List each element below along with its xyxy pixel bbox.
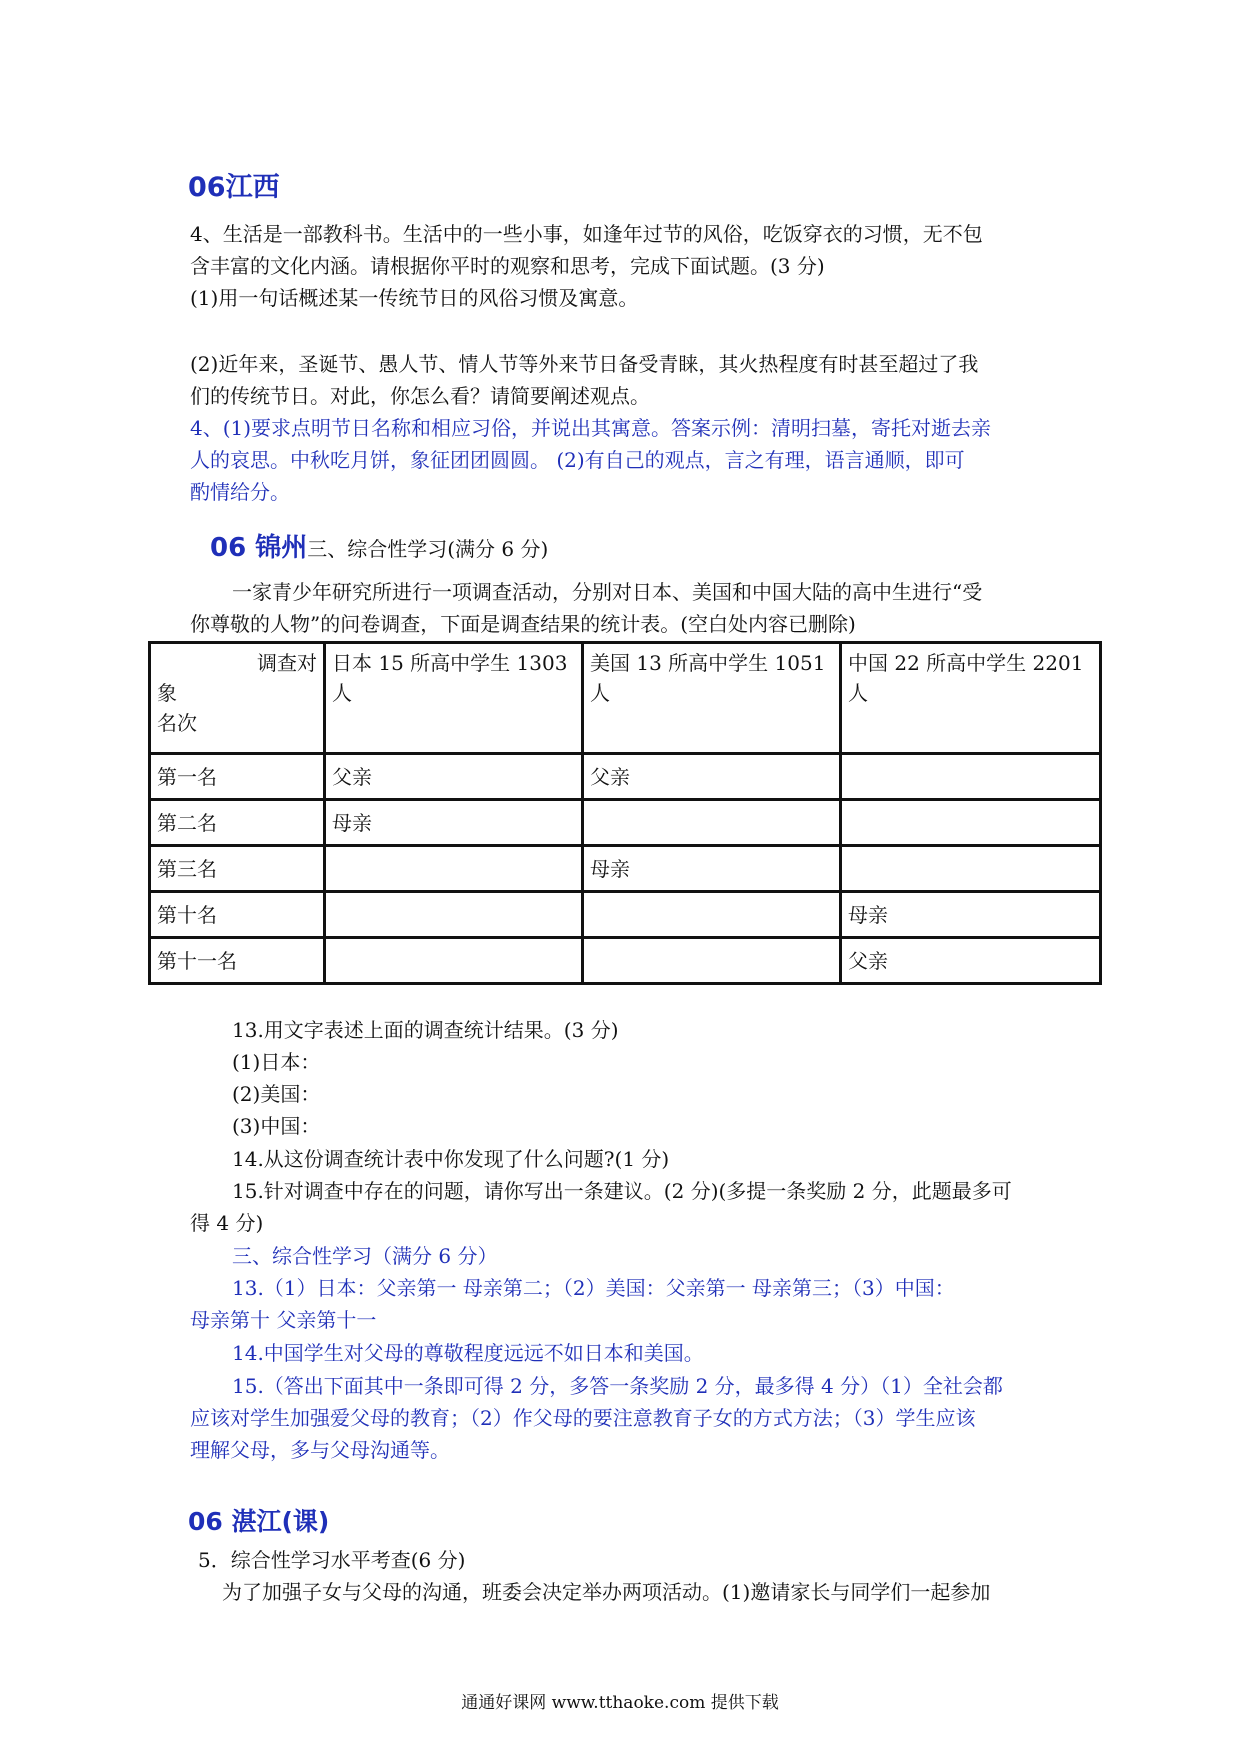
section-header-jiangxi: 06江西 — [188, 172, 280, 203]
answer15-line2: 应该对学生加强爱父母的教育；（2）作父母的要注意教育子女的方式方法；（3）学生应该 — [190, 1406, 976, 1430]
q4-sub2-line1: (2)近年来，圣诞节、愚人节、情人节等外来节日备受青睐，其火热程度有时甚至超过了我 — [190, 352, 979, 376]
rank-cell: 第一名 — [150, 754, 325, 800]
answer14: 14.中国学生对父母的尊敬程度远远不如日本和美国。 — [232, 1341, 704, 1365]
table-row — [150, 892, 1101, 938]
q5-title: 5．综合性学习水平考查(6 分) — [198, 1548, 466, 1572]
table-header-row — [150, 643, 1101, 754]
usa-cell — [583, 892, 841, 938]
rank-cell: 第二名 — [150, 800, 325, 846]
japan-cell — [325, 938, 583, 984]
q15-line1: 15.针对调查中存在的问题，请你写出一条建议。(2 分)(多提一条奖励 2 分，此题最多可 — [232, 1179, 1012, 1203]
usa-cell — [583, 938, 841, 984]
q13-japan: (1)日本： — [232, 1050, 321, 1074]
q4-sub1: (1)用一句话概述某一传统节日的风俗习惯及寓意。 — [190, 286, 639, 310]
china-cell — [841, 754, 1101, 800]
jinzhou-title: 三、综合性学习(满分 6 分) — [307, 537, 549, 561]
china-cell: 父亲 — [841, 938, 1101, 984]
section-header-jinzhou: 06 锦州 — [210, 533, 308, 563]
q15-line2: 得 4 分) — [190, 1211, 264, 1235]
column-header-usa: 美国 13 所高中学生 1051 人 — [583, 643, 841, 754]
survey-table — [148, 641, 1102, 985]
answer15-line3: 理解父母，多与父母沟通等。 — [190, 1438, 450, 1462]
q4-line1: 4、生活是一部教科书。生活中的一些小事，如逢年过节的风俗，吃饭穿衣的习惯，无不包 — [190, 222, 983, 246]
page-footer: 通通好课网 www.tthaoke.com 提供下载 — [461, 1693, 779, 1713]
china-cell — [841, 846, 1101, 892]
answer-title: 三、综合性学习（满分 6 分） — [232, 1244, 498, 1268]
jinzhou-intro-line1: 一家青少年研究所进行一项调查活动，分别对日本、美国和中国大陆的高中生进行“受 — [232, 580, 983, 604]
q13-china: (3)中国： — [232, 1114, 321, 1138]
q4-answer-line3: 酌情给分。 — [190, 480, 290, 504]
usa-cell: 母亲 — [583, 846, 841, 892]
column-header-japan: 日本 15 所高中学生 1303 人 — [325, 643, 583, 754]
q5-text: 为了加强子女与父母的沟通，班委会决定举办两项活动。(1)邀请家长与同学们一起参加 — [222, 1580, 991, 1604]
q4-sub2-line2: 们的传统节日。对此，你怎么看？请简要阐述观点。 — [190, 384, 650, 408]
japan-cell: 母亲 — [325, 800, 583, 846]
table-row — [150, 754, 1101, 800]
answer13-line1: 13.（1）日本：父亲第一 母亲第二；（2）美国：父亲第一 母亲第三；（3）中国： — [232, 1276, 955, 1300]
japan-cell: 父亲 — [325, 754, 583, 800]
q4-answer-line2: 人的哀思。中秋吃月饼，象征团团圆圆。 (2)有自己的观点，言之有理，语言通顺，即可 — [190, 448, 965, 472]
table-row — [150, 938, 1101, 984]
china-cell: 母亲 — [841, 892, 1101, 938]
china-cell — [841, 800, 1101, 846]
rank-cell: 第十名 — [150, 892, 325, 938]
answer13-line2: 母亲第十 父亲第十一 — [190, 1308, 377, 1332]
q14: 14.从这份调查统计表中你发现了什么问题?(1 分) — [232, 1147, 670, 1171]
japan-cell — [325, 846, 583, 892]
table-row — [150, 800, 1101, 846]
answer15-line1: 15.（答出下面其中一条即可得 2 分，多答一条奖励 2 分，最多得 4 分）（1）全社会都 — [232, 1374, 1003, 1398]
corner-top-label: 调查对 — [257, 651, 317, 675]
column-header-china: 中国 22 所高中学生 2201 人 — [841, 643, 1101, 754]
q13-usa: (2)美国： — [232, 1082, 321, 1106]
table-corner-cell — [150, 643, 325, 754]
q4-answer-line1: 4、(1)要求点明节日名称和相应习俗，并说出其寓意。答案示例：清明扫墓，寄托对逝去亲 — [190, 416, 992, 440]
q4-line2: 含丰富的文化内涵。请根据你平时的观察和思考，完成下面试题。(3 分) — [190, 254, 825, 278]
jinzhou-intro-line2: 你尊敬的人物”的问卷调查，下面是调查结果的统计表。(空白处内容已删除) — [190, 612, 856, 636]
q13: 13.用文字表述上面的调查统计结果。(3 分) — [232, 1018, 619, 1042]
usa-cell: 父亲 — [583, 754, 841, 800]
japan-cell — [325, 892, 583, 938]
section-header-zhanjiang: 06 湛江(课) — [188, 1507, 330, 1536]
table-row — [150, 846, 1101, 892]
rank-cell: 第三名 — [150, 846, 325, 892]
rank-cell: 第十一名 — [150, 938, 325, 984]
jinzhou-title-line — [210, 530, 548, 567]
corner-mid-label: 象 — [157, 681, 177, 705]
corner-bottom-label: 名次 — [157, 711, 197, 735]
usa-cell — [583, 800, 841, 846]
